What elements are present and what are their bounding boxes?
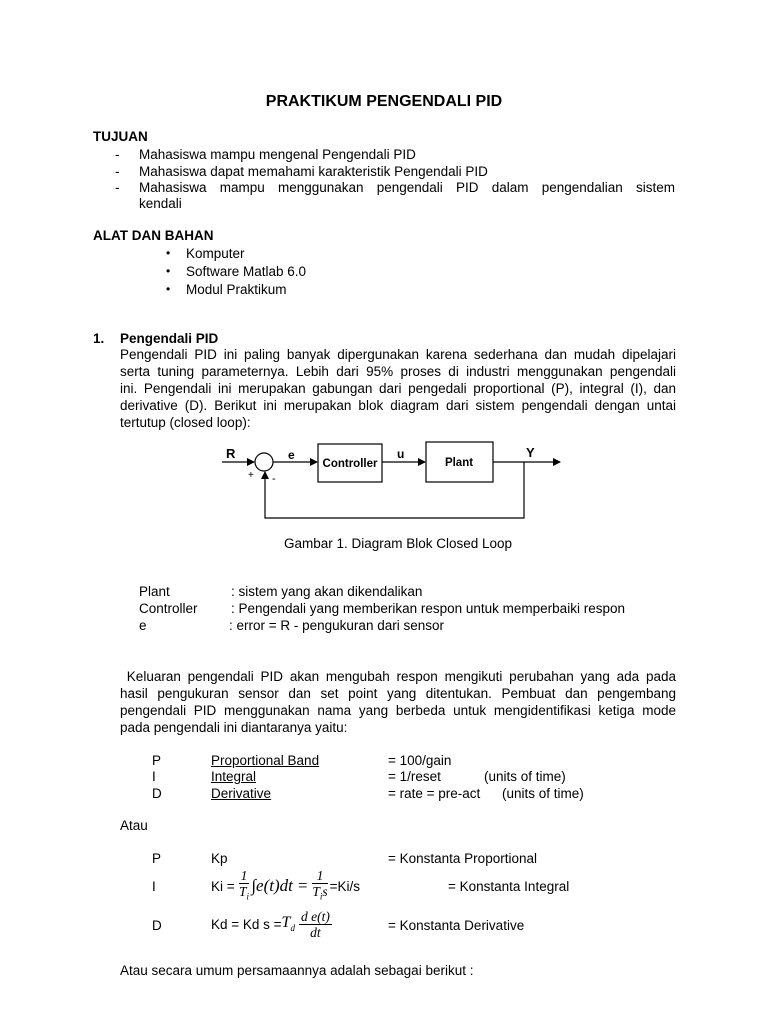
mode-paragraph [120,668,676,736]
tujuan-heading: TUJUAN [93,129,148,144]
para-line: serta tuning parameternya. Lebih dari 95% proses di industri menggunakan pengendali [120,364,676,379]
td-symbol: $T_d$ [281,914,295,934]
const-expr-p: Kp [211,851,228,866]
figure-caption: Gambar 1. Diagram Blok Closed Loop [283,536,513,551]
equals-sign: = [296,876,309,895]
bullet-icon: • [166,246,171,260]
mode-letter-d: D [152,786,162,801]
def-term-plant: Plant [139,584,170,599]
ki-rhs: =Ki/s [329,878,361,894]
def-term-e: e [139,618,147,633]
ki-lhs: Ki = [211,878,235,894]
summing-junction [255,453,273,471]
const-letter-i: I [152,879,156,894]
const-desc-p: = Konstanta Proportional [388,851,537,866]
tujuan-item-2: Mahasiswa dapat memahami karakteristik Pengendali PID [139,164,488,179]
label-e: e [288,448,295,462]
alat-heading: ALAT DAN BAHAN [93,228,214,243]
tujuan-dash-2: - [115,164,120,179]
alat-item-2: Software Matlab 6.0 [186,264,307,279]
fraction-de-dt: $\frac{\text{d e(t)}}{dt}$ [300,908,330,940]
def-desc-plant: : sistem yang akan dikendalikan [231,584,423,599]
def-desc-controller: : Pengendali yang memberikan respon untuk memperbaiki respon [231,601,625,616]
closing-text: Atau secara umum persamaannya adalah sebagai berikut : [120,963,474,978]
section1-number: 1. [93,331,105,346]
mode-value-d: = rate = pre-act [388,786,481,801]
label-plus: + [248,470,254,481]
tujuan-item-3: Mahasiswa mampu menggunakan pengendali PID dalam pengendalian sistem [139,180,675,195]
para-line: derivative (D). Berikut ini merupakan blok diagram dari sistem pengendali dengan untai [120,398,676,413]
para-line: Keluaran pengendali PID akan mengubah respon mengikuti perubahan yang ada pada [120,669,676,684]
integral-formula [211,866,360,906]
const-desc-i: = Konstanta Integral [448,879,570,894]
para-line: pengendali PID menggunakan nama yang berbeda untuk mengidentifikasi ketiga mode [120,703,676,718]
controller-label: Controller [322,458,378,470]
mode-name-proportional: Proportional Band [211,753,320,768]
mode-letter-p: P [152,753,162,768]
mode-value-i: = 1/reset [388,769,441,784]
mode-unit-i: (units of time) [484,769,566,784]
label-y: Y [526,445,535,460]
closed-loop-block-diagram [210,438,570,528]
para-line: ini. Pengendali ini merupakan gabungan dari pengedali proportional (P), integral (I), dan [120,381,676,396]
para-line: hasil pengukuran sensor dan set point yang ditentukan. Pembuat dan pengembang [120,686,676,701]
const-desc-d: = Konstanta Derivative [388,918,525,933]
fraction-1-over-tis: $\frac{1}{T_is}$ [312,867,328,902]
integral-expression: ∫e(t)dt [251,876,293,895]
label-minus: - [272,473,276,485]
section1-heading: Pengendali PID [120,331,219,346]
alat-item-3: Modul Praktikum [186,282,287,297]
label-r: R [226,446,236,461]
mode-name-integral: Integral [211,769,257,784]
mode-name-derivative: Derivative [211,786,272,801]
label-u: u [397,447,405,461]
def-term-controller: Controller [139,601,198,616]
bullet-icon: • [166,264,171,278]
tujuan-dash-1: - [115,147,120,162]
para-line: pada pengendali ini diantaranya yaitu: [120,720,348,735]
bullet-icon: • [166,282,171,296]
plant-label: Plant [444,457,474,469]
page-title: PRAKTIKUM PENGENDALI PID [265,93,503,110]
mode-value-p: = 100/gain [388,753,452,768]
para-line: tertutup (closed loop): [120,415,251,430]
mode-unit-d: (units of time) [502,786,584,801]
fraction-1-over-ti: $\frac{1}{T_i}$ [239,867,250,902]
atau-label: Atau [120,818,148,833]
para-line: Pengendali PID ini paling banyak dipergunakan karena sederhana dan mudah dipelajari [120,347,676,362]
section1-paragraph [120,346,676,431]
tujuan-item-1: Mahasiswa mampu mengenal Pengendali PID [139,147,416,162]
derivative-formula [211,904,332,944]
tujuan-dash-3: - [115,180,120,195]
mode-letter-i: I [152,769,156,784]
kd-lhs: Kd = Kd s = [211,916,282,932]
tujuan-item-3-cont: kendali [139,196,182,211]
alat-item-1: Komputer [186,246,245,261]
const-letter-d: D [152,918,162,933]
def-desc-e: : error = R - pengukuran dari sensor [229,618,444,633]
const-letter-p: P [152,851,162,866]
